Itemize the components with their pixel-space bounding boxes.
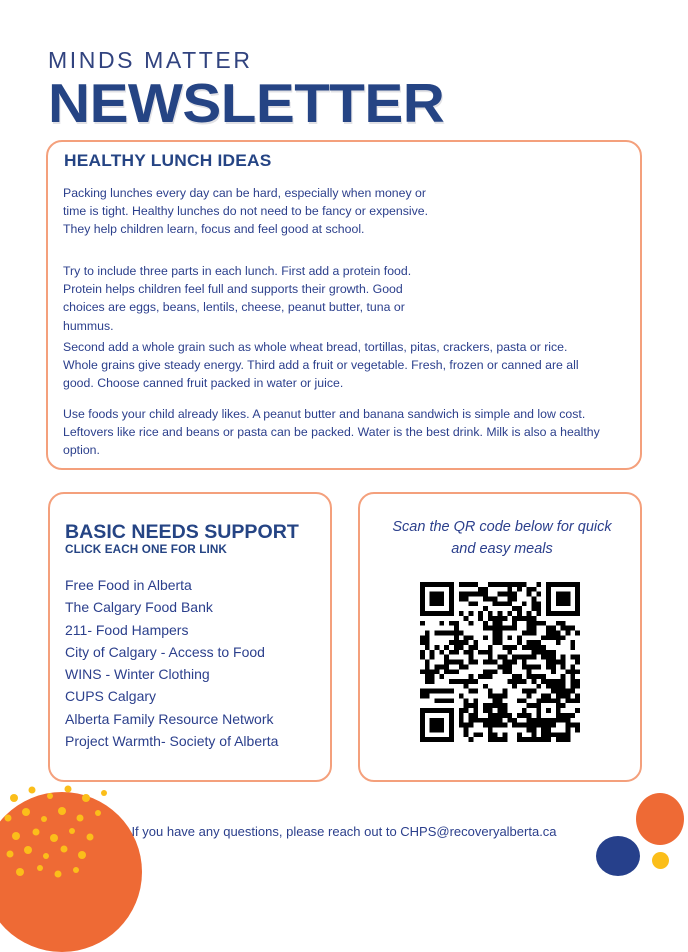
list-item[interactable]: 211- Food Hampers bbox=[65, 621, 189, 638]
needs-card-subtitle: CLICK EACH ONE FOR LINK bbox=[65, 544, 228, 556]
list-item[interactable]: City of Calgary - Access to Food bbox=[65, 643, 265, 660]
qr-caption: Scan the QR code below for quick and easy meals bbox=[392, 519, 612, 557]
list-item[interactable]: CUPS Calgary bbox=[65, 688, 157, 705]
lunch-paragraph-1: Packing lunches every day can be hard, especially when money or time is tight. Healthy lunches do not need to be fancy or expensive. They help children learn, focus and feel good at school. bbox=[63, 186, 429, 237]
lunch-card-title: HEALTHY LUNCH IDEAS bbox=[64, 151, 272, 170]
list-item[interactable]: Project Warmth- Society of Alberta bbox=[65, 733, 279, 750]
lunch-paragraph-4: Use foods your child already likes. A peanut butter and banana sandwich is simple and low cost. Leftovers like rice and beans or pasta can be packed. Water is the best drink. Milk is also a healthy option. bbox=[63, 407, 600, 458]
newsletter-header bbox=[48, 48, 648, 133]
list-item[interactable]: WINS - Winter Clothing bbox=[65, 666, 210, 683]
header-kicker: MINDS MATTER bbox=[48, 47, 253, 73]
qr-code-icon[interactable] bbox=[420, 582, 580, 742]
yellow-dot-decoration bbox=[652, 852, 669, 869]
lunch-paragraph-3: Second add a whole grain such as whole wheat bread, tortillas, pitas, crackers, pasta or rice. Whole grains give steady energy. Third add a fruit or vegetable. Fresh, frozen or canned are all good. Choose canned fruit packed in water or juice. bbox=[63, 340, 579, 391]
needs-card-title: BASIC NEEDS SUPPORT bbox=[65, 522, 299, 543]
page-title: NEWSLETTER bbox=[48, 72, 445, 135]
basic-needs-support-card bbox=[48, 492, 332, 782]
list-item[interactable]: Free Food in Alberta bbox=[65, 577, 192, 593]
lunch-paragraph-2: Try to include three parts in each lunch. First add a protein food. Protein helps children feel full and supports their growth. Good choices are eggs, beans, lentils, cheese, peanut butter, tuna or hummus. bbox=[63, 264, 412, 333]
healthy-lunch-ideas-card bbox=[46, 140, 642, 470]
footer-contact-text: If you have any questions, please reach out to CHPS@recoveryalberta.ca bbox=[131, 824, 557, 839]
basic-needs-link-list bbox=[65, 574, 325, 752]
list-item[interactable]: Alberta Family Resource Network bbox=[65, 710, 274, 727]
navy-ellipse-decoration bbox=[596, 836, 640, 876]
qr-code-card bbox=[358, 492, 642, 782]
list-item[interactable]: The Calgary Food Bank bbox=[65, 599, 213, 616]
